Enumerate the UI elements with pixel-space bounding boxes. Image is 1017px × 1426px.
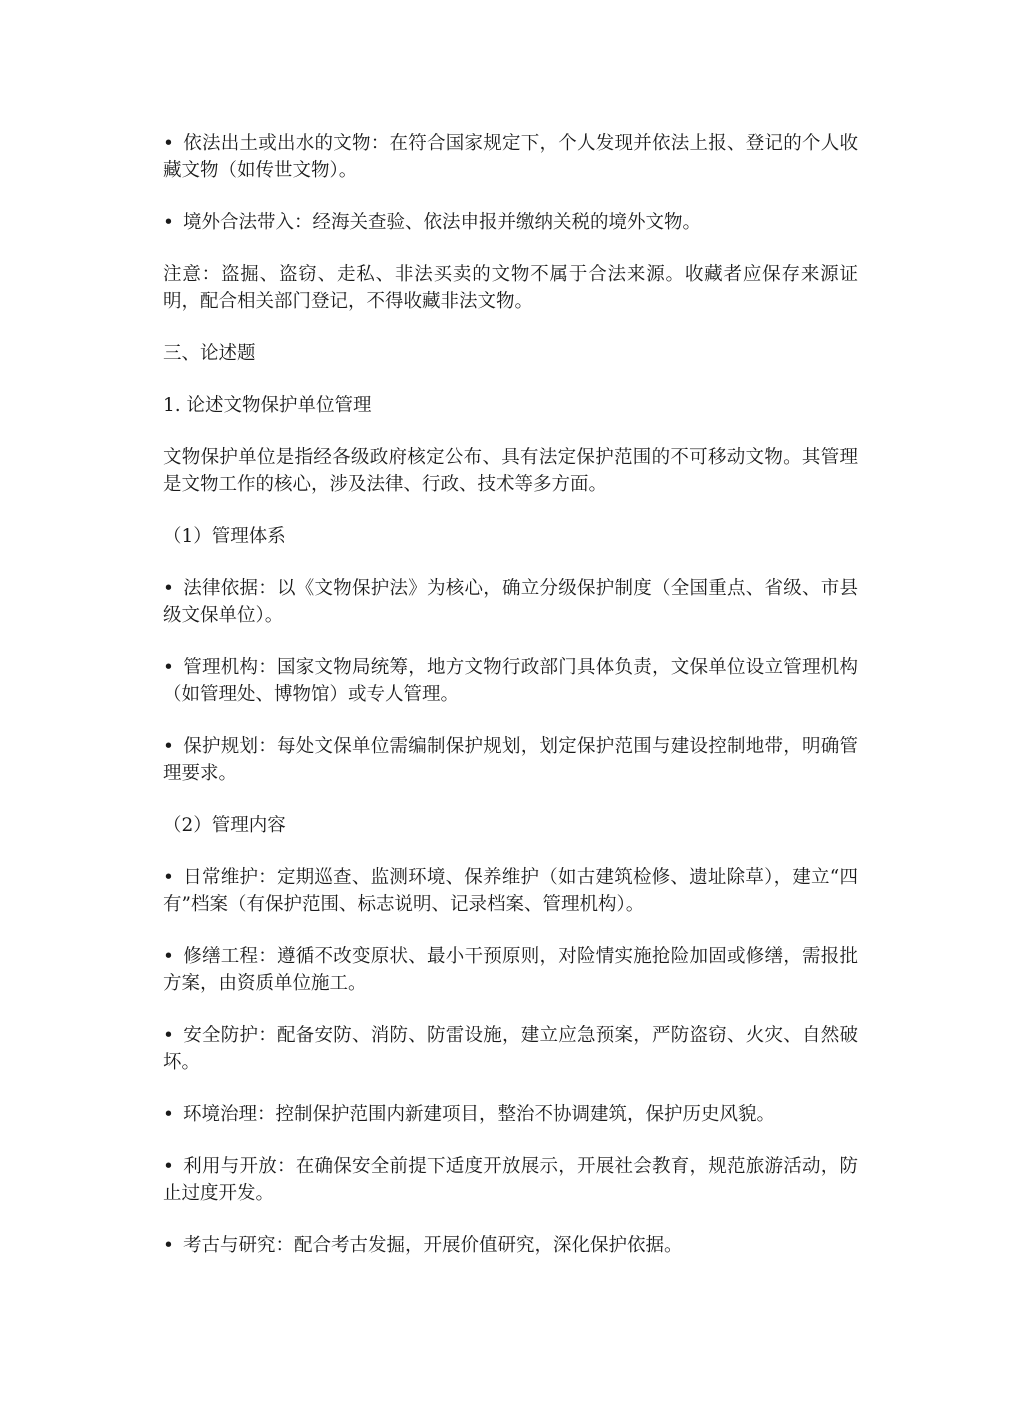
item-label: 日常维护： <box>183 867 277 888</box>
bullet-mark: • <box>163 212 174 233</box>
paragraph-repair-project <box>163 943 858 997</box>
question-heading <box>163 392 858 419</box>
item-text: 经海关查验、依法申报并缴纳关税的境外文物。 <box>312 212 702 233</box>
item-text: 定期巡查、监测环境、保养维护（如古建筑检修、遗址除草），建立“四有”档案（有保护范围、标志说明、记录档案、管理机构）。 <box>163 867 858 915</box>
item-text: 配备安防、消防、防雷设施，建立应急预案，严防盗窃、火灾、自然破坏。 <box>163 1025 858 1073</box>
item-label: 环境治理： <box>183 1104 276 1125</box>
note-text: 盗掘、盗窃、走私、非法买卖的文物不属于合法来源。收藏者应保存来源证明，配合相关部门登记，不得收藏非法文物。 <box>163 264 858 312</box>
paragraph-note <box>163 261 858 315</box>
paragraph-protection-plan <box>163 733 858 787</box>
bullet-mark: • <box>163 867 174 888</box>
item-label: 修缮工程： <box>183 946 277 967</box>
paragraph-legal-import <box>163 209 858 236</box>
item-label: 安全防护： <box>183 1025 277 1046</box>
section-heading-text: 三、论述题 <box>163 343 256 364</box>
item-text: 国家文物局统筹，地方文物行政部门具体负责，文保单位设立管理机构（如管理处、博物馆）或专人管理。 <box>163 657 858 705</box>
paragraph-use-and-opening <box>163 1153 858 1207</box>
paragraph-excavated-relics <box>163 130 858 184</box>
subheading-text: （1）管理体系 <box>163 526 286 547</box>
item-text: 遵循不改变原状、最小干预原则，对险情实施抢险加固或修缮，需报批方案，由资质单位施工。 <box>163 946 858 994</box>
bullet-mark: • <box>163 736 174 757</box>
item-label: 法律依据： <box>183 578 277 599</box>
paragraph-legal-basis <box>163 575 858 629</box>
item-text: 在符合国家规定下，个人发现并依法上报、登记的个人收藏文物（如传世文物）。 <box>163 133 858 181</box>
item-text: 每处文保单位需编制保护规划，划定保护范围与建设控制地带，明确管理要求。 <box>163 736 858 784</box>
paragraph-management-body <box>163 654 858 708</box>
item-text: 在确保安全前提下适度开放展示，开展社会教育，规范旅游活动，防止过度开发。 <box>163 1156 858 1204</box>
bullet-mark: • <box>163 1104 174 1125</box>
item-label: 考古与研究： <box>183 1235 295 1256</box>
paragraph-daily-maintenance <box>163 864 858 918</box>
item-label: 依法出土或出水的文物： <box>183 133 390 154</box>
item-label: 境外合法带入： <box>183 212 313 233</box>
paragraph-intro <box>163 444 858 498</box>
bullet-mark: • <box>163 946 174 967</box>
bullet-mark: • <box>163 1025 174 1046</box>
paragraph-archaeology-research <box>163 1232 858 1259</box>
item-text: 以《文物保护法》为核心，确立分级保护制度（全国重点、省级、市县级文保单位）。 <box>163 578 858 626</box>
item-label: 管理机构： <box>183 657 277 678</box>
question-heading-text: 1. 论述文物保护单位管理 <box>163 395 372 416</box>
intro-text: 文物保护单位是指经各级政府核定公布、具有法定保护范围的不可移动文物。其管理是文物工作的核心，涉及法律、行政、技术等多方面。 <box>163 447 858 495</box>
subheading-text: （2）管理内容 <box>163 815 286 836</box>
subheading-management-content <box>163 812 858 839</box>
item-text: 配合考古发掘，开展价值研究，深化保护依据。 <box>294 1235 683 1256</box>
paragraph-environment-governance <box>163 1101 858 1128</box>
paragraph-safety-protection <box>163 1022 858 1076</box>
item-text: 控制保护范围内新建项目，整治不协调建筑，保护历史风貌。 <box>275 1104 776 1125</box>
note-label: 注意： <box>163 264 221 285</box>
item-label: 利用与开放： <box>183 1156 296 1177</box>
subheading-management-system <box>163 523 858 550</box>
bullet-mark: • <box>163 1235 174 1256</box>
bullet-mark: • <box>163 578 174 599</box>
document-body <box>163 130 858 1284</box>
bullet-mark: • <box>163 657 174 678</box>
bullet-mark: • <box>163 133 174 154</box>
bullet-mark: • <box>163 1156 174 1177</box>
item-label: 保护规划： <box>183 736 277 757</box>
section-heading-essay <box>163 340 858 367</box>
